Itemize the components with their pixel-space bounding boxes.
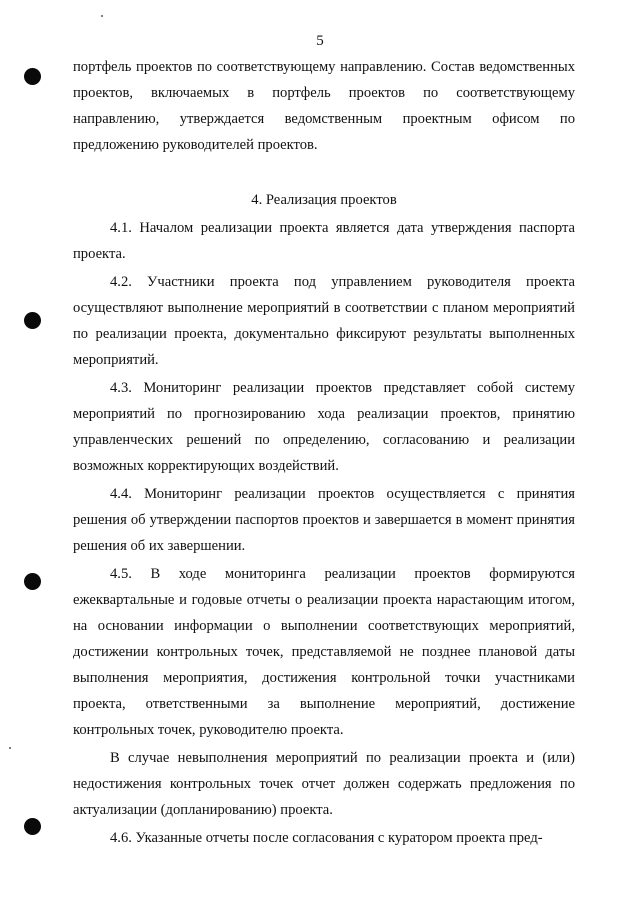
paragraph-continuation: портфель проектов по соответствующему направлению. Состав ведомственных проектов, включаемых в портфель проектов по соответствующему направлению, утверждается ведомственным проектным офисом по предложению руководителей проектов. bbox=[73, 59, 575, 153]
paragraph-4-6: 4.6. Указанные отчеты после согласования с куратором проекта пред- bbox=[110, 830, 543, 846]
section-heading: 4. Реализация проектов bbox=[251, 192, 397, 208]
paragraph-4-4: 4.4. Мониторинг реализации проектов осуществляется с принятия решения об утверждении паспортов проектов и завершается в момент принятия решения об их завершении. bbox=[73, 486, 575, 554]
paragraph-4-3: 4.3. Мониторинг реализации проектов представляет собой систему мероприятий по прогнозированию хода реализации проектов, принятию управленческих решений по определению, согласованию и реализации возможных корректирующих воздействий. bbox=[73, 380, 575, 474]
scan-speck bbox=[9, 747, 11, 749]
binder-hole-4 bbox=[24, 818, 41, 835]
scan-speck bbox=[101, 15, 103, 17]
paragraph-4-2: 4.2. Участники проекта под управлением руководителя проекта осуществляют выполнение мероприятий в соответствии с планом мероприятий по реализации проекта, документально фиксируют результаты выполненных мероприятий. bbox=[73, 274, 575, 368]
binder-hole-2 bbox=[24, 312, 41, 329]
paragraph-4-5: 4.5. В ходе мониторинга реализации проектов формируются ежеквартальные и годовые отчеты о реализации проекта нарастающим итогом, на основании информации о выполнении соответствующих мероприятий, достижении контрольных точек, представляемой не позднее плановой даты выполнения мероприятия, достижения контрольной точки участниками проекта, ответственными за выполнение мероприятий, достижение контрольных точек, руководителю проекта. bbox=[73, 566, 575, 738]
page-body bbox=[73, 54, 575, 851]
paragraph-4-1: 4.1. Началом реализации проекта является дата утверждения паспорта проекта. bbox=[73, 220, 575, 262]
page-number: 5 bbox=[316, 33, 324, 49]
binder-hole-3 bbox=[24, 573, 41, 590]
paragraph-non-fulfillment: В случае невыполнения мероприятий по реализации проекта и (или) недостижения контрольных точек отчет должен содержать предложения по актуализации (допланированию) проекта. bbox=[73, 750, 575, 818]
binder-hole-1 bbox=[24, 68, 41, 85]
